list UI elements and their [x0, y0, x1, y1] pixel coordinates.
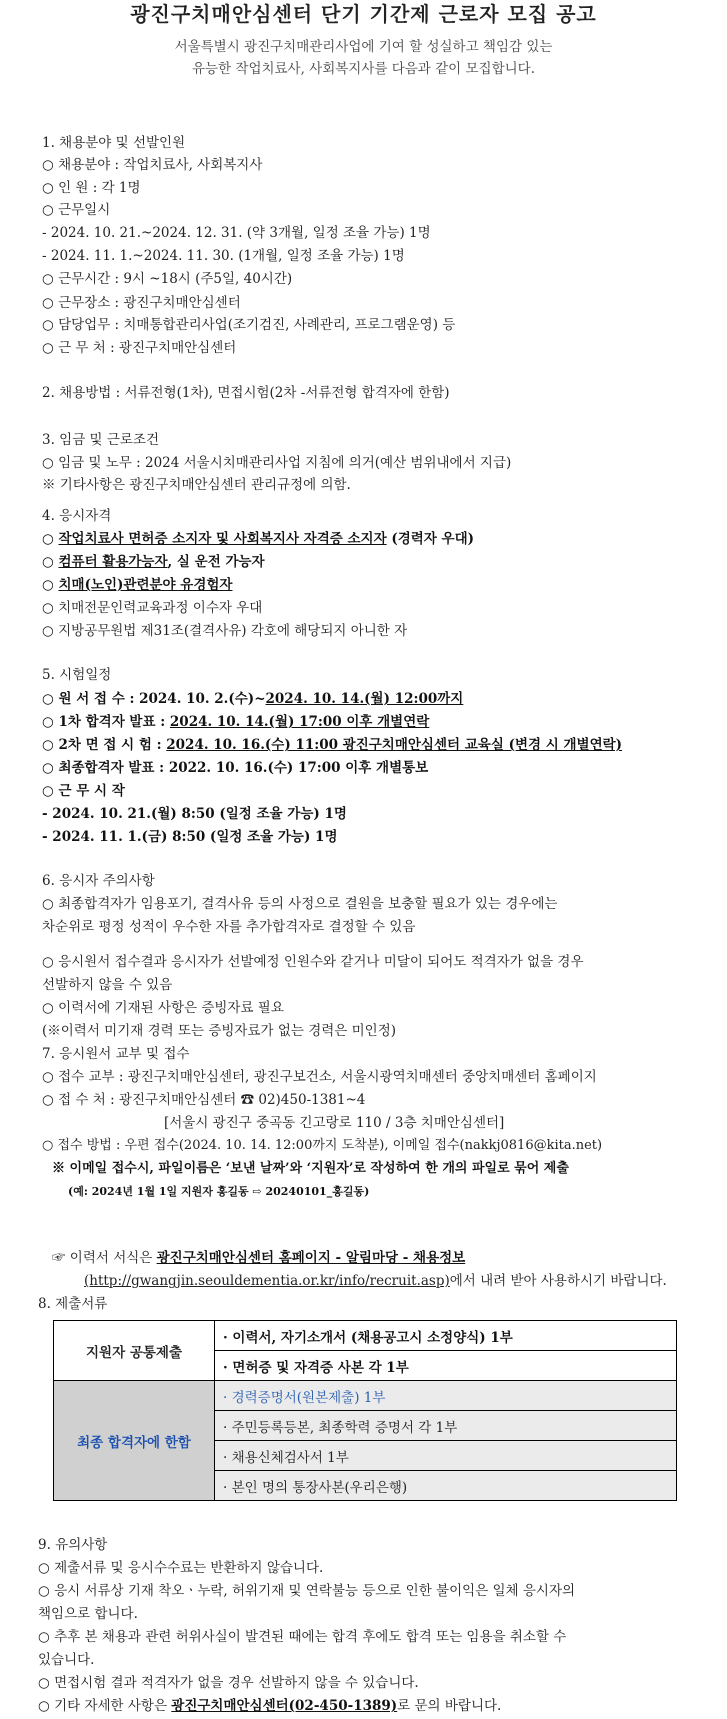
documents-table	[53, 1320, 677, 1501]
email-note: ※ 이메일 접수시, 파일이름은 ‘보낸 날짜’와 ‘지원자’로 작성하여 한 개의 파일로 묶어 제출	[52, 1161, 569, 1176]
contact-line: ○ 기타 자세한 사항은 광진구치매안심센터(02-450-1389)로 문의 바랍니다.	[38, 1698, 502, 1714]
text-line: ○ 최종합격자가 임용포기, 결격사유 등의 사정으로 결원을 보충할 필요가 있는 경우에는	[42, 896, 558, 912]
section-5-heading: 5. 시험일정	[42, 667, 112, 683]
final-docs-label: 최종 합격자에 한함	[54, 1381, 215, 1501]
recruit-url-link[interactable]: (http://gwangjin.seouldementia.or.kr/info/recruit.asp)	[84, 1273, 450, 1289]
text-line: - 2024. 11. 1.~2024. 11. 30. (1개월, 일정 조율 가능) 1명	[42, 248, 405, 264]
text-line: 선발하지 않을 수 있음	[42, 977, 173, 993]
final-doc-item: · 본인 명의 통장사본(우리은행)	[215, 1471, 677, 1501]
text-line: ○ 근무장소 : 광진구치매안심센터	[42, 295, 241, 311]
schedule-application: ○ 원 서 접 수 : 2024. 10. 2.(수)~2024. 10. 14.(월) 12:00까지	[42, 691, 464, 707]
qualification-line-3: ○ 치매(노인)관련분야 유경험자	[42, 577, 233, 593]
qualification-line-2: ○ 컴퓨터 활용가능자, 실 운전 가능자	[42, 554, 265, 570]
schedule-start: ○ 근 무 시 작	[42, 783, 125, 799]
text-line: - 2024. 10. 21.~2024. 12. 31. (약 3개월, 일정 조율 가능) 1명	[42, 225, 431, 241]
common-doc-item: · 면허증 및 자격증 사본 각 1부	[215, 1351, 677, 1381]
final-doc-item: · 경력증명서(원본제출) 1부	[215, 1381, 677, 1411]
text-line: ○ 응시원서 접수결과 응시자가 선발예정 인원수와 같거나 미달이 되어도 적격자가 없을 경우	[42, 954, 584, 970]
text-line: - 2024. 11. 1.(금) 8:50 (일정 조율 가능) 1명	[42, 829, 338, 845]
section-6-heading: 6. 응시자 주의사항	[42, 873, 155, 889]
text-line: ○ 채용분야 : 작업치료사, 사회복지사	[42, 157, 263, 173]
address-line: [서울시 광진구 중곡동 긴고랑로 110 / 3층 치매안심센터]	[164, 1115, 505, 1131]
text-line: (※이력서 미기재 경력 또는 증빙자료가 없는 경력은 미인정)	[42, 1023, 397, 1039]
text-line: ○ 접 수 처 : 광진구치매안심센터 ☎ 02)450-1381~4	[42, 1092, 366, 1108]
section-3-heading: 3. 임금 및 근로조건	[42, 432, 160, 448]
text-line: ○ 지방공무원법 제31조(결격사유) 각호에 해당되지 아니한 자	[42, 623, 408, 639]
text-line: ○ 인 원 : 각 1명	[42, 180, 141, 196]
text-line: ○ 추후 본 채용과 관련 허위사실이 발견된 때에는 합격 후에도 합격 또는 임용을 취소할 수	[38, 1629, 567, 1645]
text-line: ○ 이력서에 기재된 사항은 증빙자료 필요	[42, 1000, 284, 1016]
text-line: ○ 임금 및 노무 : 2024 서울시치매관리사업 지침에 의거(예산 범위내에서 지급)	[42, 455, 512, 471]
email-example: (예: 2024년 1월 1일 지원자 홍길동 ⇨ 20240101_홍길동)	[68, 1185, 370, 1198]
section-9-heading: 9. 유의사항	[38, 1537, 108, 1553]
subtitle-line-1: 서울특별시 광진구치매관리사업에 기여 할 성실하고 책임감 있는	[174, 39, 553, 55]
common-docs-label: 지원자 공통제출	[54, 1321, 215, 1381]
form-url-line: (http://gwangjin.seouldementia.or.kr/info/recruit.asp)에서 내려 받아 사용하시기 바랍니다.	[84, 1273, 667, 1289]
text-line: ○ 담당업무 : 치매통합관리사업(조기검진, 사례관리, 프로그램운영) 등	[42, 317, 456, 333]
section-1-heading: 1. 채용분야 및 선발인원	[42, 135, 186, 151]
section-8-heading: 8. 제출서류	[38, 1296, 108, 1312]
text-line: ○ 치매전문인력교육과정 이수자 우대	[42, 600, 263, 616]
text-line: ○ 근 무 처 : 광진구치매안심센터	[42, 340, 237, 356]
schedule-final-result: ○ 최종합격자 발표 : 2022. 10. 16.(수) 17:00 이후 개별통보	[42, 760, 429, 776]
final-doc-item: · 채용신체검사서 1부	[215, 1441, 677, 1471]
text-line: 있습니다.	[38, 1652, 95, 1668]
text-line: ※ 기타사항은 광진구치매안심센터 관리규정에 의함.	[42, 477, 351, 493]
text-line: 책임으로 합니다.	[38, 1606, 138, 1622]
section-2-heading: 2. 채용방법 : 서류전형(1차), 면접시험(2차 -서류전형 합격자에 한함)	[42, 385, 450, 401]
final-doc-item: · 주민등록등본, 최종학력 증명서 각 1부	[215, 1411, 677, 1441]
section-7-heading: 7. 응시원서 교부 및 접수	[42, 1046, 190, 1062]
text-line: - 2024. 10. 21.(월) 8:50 (일정 조율 가능) 1명	[42, 806, 347, 822]
text-line: ○ 면접시험 결과 적격자가 없을 경우 선발하지 않을 수 있습니다.	[38, 1675, 419, 1691]
section-4-heading: 4. 응시자격	[42, 508, 112, 524]
text-line: ○ 근무시간 : 9시 ~18시 (주5일, 40시간)	[42, 271, 293, 287]
text-line: ○ 근무일시	[42, 202, 111, 218]
schedule-interview: ○ 2차 면 접 시 험 : 2024. 10. 16.(수) 11:00 광진구치매안심센터 교육실 (변경 시 개별연락)	[42, 737, 623, 753]
text-line: ○ 접수 방법 : 우편 접수(2024. 10. 14. 12:00까지 도착분), 이메일 접수(nakkj0816@kita.net)	[42, 1138, 603, 1153]
text-line: 차순위로 평정 성적이 우수한 자를 추가합격자로 결정할 수 있음	[42, 919, 416, 935]
subtitle-line-2: 유능한 작업치료사, 사회복지사를 다음과 같이 모집합니다.	[191, 61, 536, 77]
text-line: ○ 접수 교부 : 광진구치매안심센터, 광진구보건소, 서울시광역치매센터 중앙치매센터 홈페이지	[42, 1069, 597, 1085]
page-title: 광진구치매안심센터 단기 기간제 근로자 모집 공고	[130, 2, 597, 26]
text-line: ○ 응시 서류상 기재 착오ㆍ누락, 허위기재 및 연락불능 등으로 인한 불이익은 일체 응시자의	[38, 1583, 576, 1599]
schedule-first-result: ○ 1차 합격자 발표 : 2024. 10. 14.(월) 17:00 이후 개별연락	[42, 714, 430, 730]
qualification-line-1: ○ 작업치료사 면허증 소지자 및 사회복지사 자격증 소지자 (경력자 우대)	[42, 531, 475, 547]
form-guide-line: ☞ 이력서 서식은 광진구치매안심센터 홈페이지 - 알림마당 - 채용정보	[52, 1250, 466, 1266]
text-line: ○ 제출서류 및 응시수수료는 반환하지 않습니다.	[38, 1560, 324, 1576]
common-doc-item: · 이력서, 자기소개서 (채용공고시 소정양식) 1부	[215, 1321, 677, 1351]
